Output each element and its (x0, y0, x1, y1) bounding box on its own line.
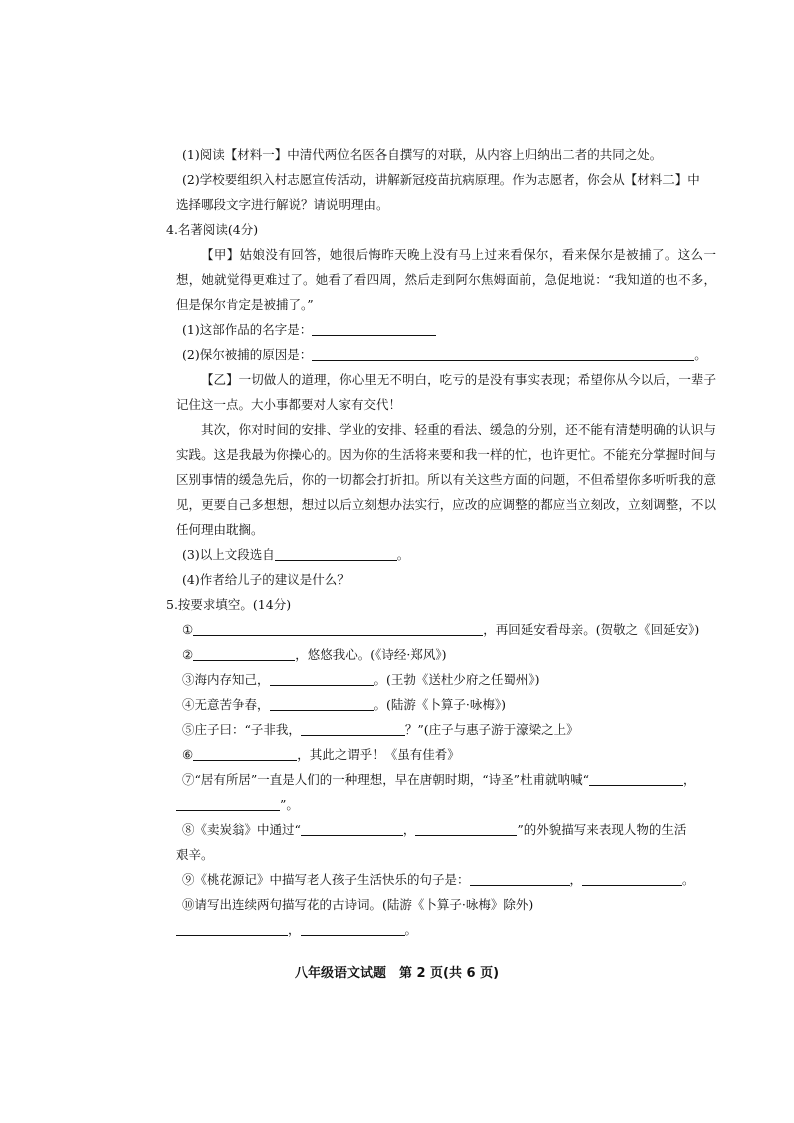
answer-blank[interactable] (301, 921, 405, 936)
answer-blank[interactable] (312, 346, 694, 361)
answer-blank[interactable] (589, 771, 683, 786)
answer-blank[interactable] (193, 621, 483, 636)
q5-item6-num: ⑥ (182, 747, 194, 762)
q4-sub3-end: 。 (396, 547, 410, 562)
q4-sub1-label: (1)这部作品的名字是： (182, 322, 313, 337)
answer-blank[interactable] (470, 871, 570, 886)
q3-item1: (1)阅读【材料一】中清代两位名医各自撰写的对联，从内容上归纳出二者的共同之处。 (182, 147, 663, 162)
q4-sub2 (176, 342, 716, 367)
answer-blank[interactable] (582, 871, 682, 886)
q4-heading: 4.名著阅读(4分) (166, 222, 259, 237)
q5-item2-num: ② (182, 647, 194, 662)
q5-item10-line2 (176, 917, 716, 942)
q5-item2 (176, 642, 716, 667)
q5-item8 (176, 817, 716, 842)
q5-item1-text: ，再回延安看母亲。(贺敬之《回延安》) (483, 622, 700, 637)
answer-blank[interactable] (176, 796, 280, 811)
q5-item9 (176, 867, 716, 892)
q5-item8-line2: 艰辛。 (176, 847, 214, 862)
q5-item4 (176, 692, 716, 717)
answer-blank[interactable] (312, 321, 436, 336)
q4-sub4: (4)作者给儿子的建议是什么？ (182, 572, 350, 587)
q4-passage-yi-1: 【乙】一切做人的道理，你心里无不明白，吃亏的是没有事实表现；希望你从今以后，一辈子记住这一点。大小事都要对人家有交代！ (176, 372, 716, 412)
q5-item5-end: ？”(庄子与惠子游于濠梁之上》 (404, 722, 579, 737)
q5-item9-comma: ， (569, 872, 583, 887)
q4-sub1 (176, 317, 716, 342)
answer-blank[interactable] (275, 546, 397, 561)
q5-item7-end: ”。 (280, 797, 299, 812)
answer-blank[interactable] (301, 821, 403, 836)
q4-passage-yi-2: 其次，你对时间的安排、学业的安排、轻重的看法、缓急的分别，还不能有清楚明确的认识与实践。这是我最为你操心的。因为你的生活将来要和我一样的忙，也许更忙。不能充分掌握时间与区别事情的缓急先后，你的一切都会打折扣。所以有关这些方面的问题，不但希望你多听听我的意见，更要自己多想想，想过以后立刻想办法实行，应改的应调整的都应当立刻改，立刻调整，不以任何理由耽搁。 (176, 422, 716, 537)
q5-item8-comma: ， (402, 822, 416, 837)
answer-blank[interactable] (270, 696, 374, 711)
q3-item2-line1: (2)学校要组织入村志愿宣传活动，讲解新冠疫苗抗病原理。作为志愿者，你会从【材料二】中 (182, 172, 700, 187)
q5-item3 (176, 667, 716, 692)
q4-sub2-label: (2)保尔被捕的原因是： (182, 347, 313, 362)
page-content (166, 142, 716, 942)
q5-item7 (176, 767, 716, 792)
q5-item8-text: ⑧《卖炭翁》中通过“ (182, 822, 301, 837)
q5-item5-text: ⑤庄子曰：“子非我， (182, 722, 301, 737)
q5-item3-text: ③海内存知己， (182, 672, 270, 687)
q5-item10-end: 。 (404, 922, 418, 937)
answer-blank[interactable] (193, 646, 295, 661)
answer-blank[interactable] (193, 746, 297, 761)
q5-item1-num: ① (182, 622, 194, 637)
q3-item2-line2: 选择哪段文字进行解说？请说明理由。 (176, 197, 389, 212)
q5-item9-end: 。 (682, 872, 695, 887)
q5-item3-end: 。(王勃《送杜少府之任蜀州》) (373, 672, 540, 687)
q5-item6 (176, 742, 716, 767)
q5-item5 (176, 717, 716, 742)
q5-item7-text: ⑦“居有所居”一直是人们的一种理想，早在唐朝时期，“诗圣”杜甫就呐喊“ (182, 772, 589, 787)
q5-item1 (176, 617, 716, 642)
answer-blank[interactable] (176, 921, 288, 936)
q5-item10-comma: ， (288, 922, 301, 937)
q5-item4-end: 。(陆游《卜算子·咏梅》) (373, 697, 506, 712)
q5-item8-end: ”的外貌描写来表现人物的生活 (517, 822, 687, 837)
q4-sub3 (176, 542, 716, 567)
q5-item6-text: ，其此之谓乎！《虽有佳肴》 (297, 747, 460, 762)
q5-item7-comma: ， (682, 772, 696, 787)
q4-passage-jia: 【甲】姑娘没有回答，她很后悔昨天晚上没有马上过来看保尔，看来保尔是被捕了。这么一想，她就觉得更难过了。她看了看四周，然后走到阿尔焦姆面前，急促地说：“我知道的也不多，但是保尔肯定是被捕了。” (176, 247, 716, 312)
q5-item4-text: ④无意苦争春， (182, 697, 270, 712)
q5-item2-text: ，悠悠我心。(《诗经·郑风》) (295, 647, 447, 662)
page-footer: 八年级语文试题 第 2 页(共 6 页) (294, 966, 500, 981)
q5-heading: 5.按要求填空。(14分) (166, 597, 292, 612)
q4-sub2-end: 。 (694, 347, 707, 362)
answer-blank[interactable] (270, 671, 374, 686)
q4-sub3-label: (3)以上文段选自 (182, 547, 275, 562)
q5-item9-text: ⑨《桃花源记》中描写老人孩子生活快乐的句子是： (182, 872, 470, 887)
q5-item10: ⑩请写出连续两句描写花的古诗词。(陆游《卜算子·咏梅》除外) (182, 897, 534, 912)
answer-blank[interactable] (301, 721, 405, 736)
q5-item7-line2 (176, 792, 716, 817)
answer-blank[interactable] (415, 821, 517, 836)
